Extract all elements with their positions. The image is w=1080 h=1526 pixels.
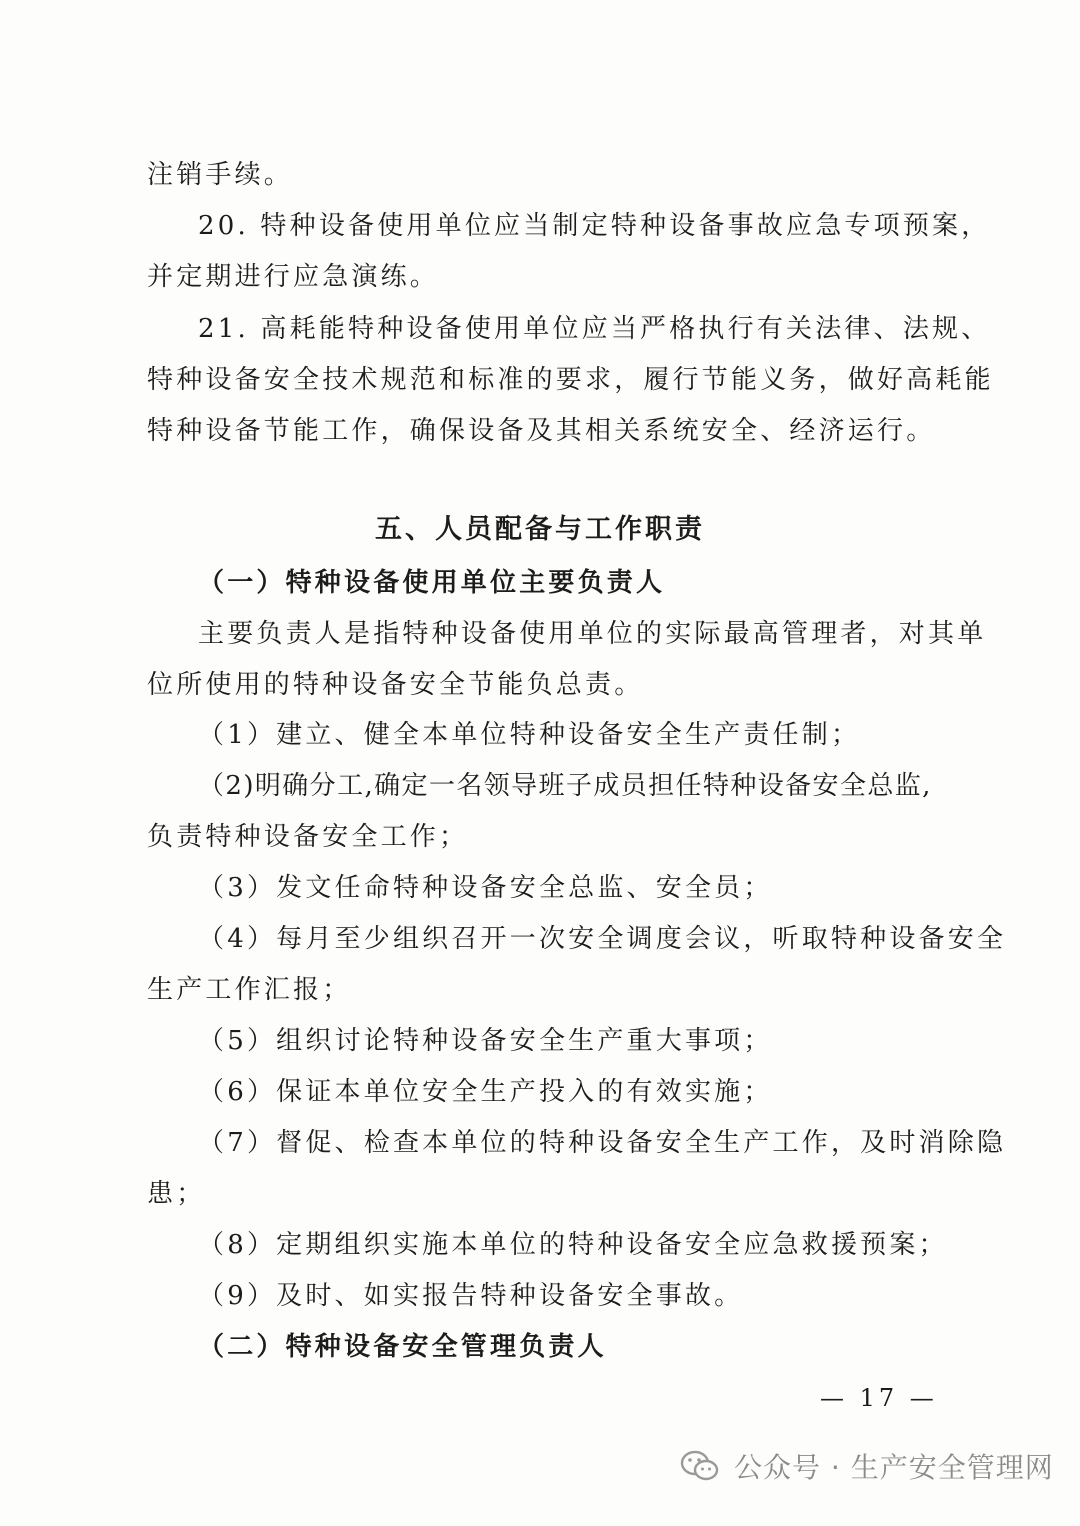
list-item: （3）发文任命特种设备安全总监、安全员； (198, 873, 773, 903)
wechat-icon (680, 1448, 720, 1484)
list-item: （1）建立、健全本单位特种设备安全生产责任制； (198, 720, 861, 750)
text-line: 患； (147, 1179, 206, 1209)
watermark-text: 公众号 · 生产安全管理网 (734, 1451, 1054, 1484)
text-line: 负责特种设备安全工作； (147, 822, 469, 852)
list-item: （7）督促、检查本单位的特种设备安全生产工作，及时消除隐 (198, 1128, 1007, 1158)
list-item: （9）及时、如实报告特种设备安全事故。 (198, 1281, 744, 1311)
list-item: （5）组织讨论特种设备安全生产重大事项； (198, 1026, 773, 1056)
subheading: （二）特种设备安全管理负责人 (198, 1332, 607, 1362)
text-line: 注销手续。 (147, 160, 294, 190)
text-line: 21. 高耗能特种设备使用单位应当严格执行有关法律、法规、 (198, 314, 991, 344)
text-line: 特种设备安全技术规范和标准的要求，履行节能义务，做好高耗能 (147, 365, 994, 395)
text-line: 并定期进行应急演练。 (147, 262, 440, 292)
subheading: （一）特种设备使用单位主要负责人 (198, 568, 666, 598)
section-heading: 五、人员配备与工作职责 (375, 514, 705, 545)
list-item: （2)明确分工,确定一名领导班子成员担任特种设备安全总监, (198, 771, 932, 801)
list-item: （8）定期组织实施本单位的特种设备安全应急救援预案； (198, 1230, 948, 1260)
text-line: 位所使用的特种设备安全节能负总责。 (147, 670, 644, 700)
list-item: （4）每月至少组织召开一次安全调度会议，听取特种设备安全 (198, 924, 1007, 954)
watermark (680, 1446, 1054, 1486)
text-line: 20. 特种设备使用单位应当制定特种设备事故应急专项预案， (198, 211, 991, 241)
text-line: 特种设备节能工作，确保设备及其相关系统安全、经济运行。 (147, 416, 936, 446)
page-number: — 17 — (820, 1384, 938, 1412)
text-line: 生产工作汇报； (147, 975, 352, 1005)
text-line: 主要负责人是指特种设备使用单位的实际最高管理者，对其单 (198, 619, 987, 649)
list-item: （6）保证本单位安全生产投入的有效实施； (198, 1077, 773, 1107)
